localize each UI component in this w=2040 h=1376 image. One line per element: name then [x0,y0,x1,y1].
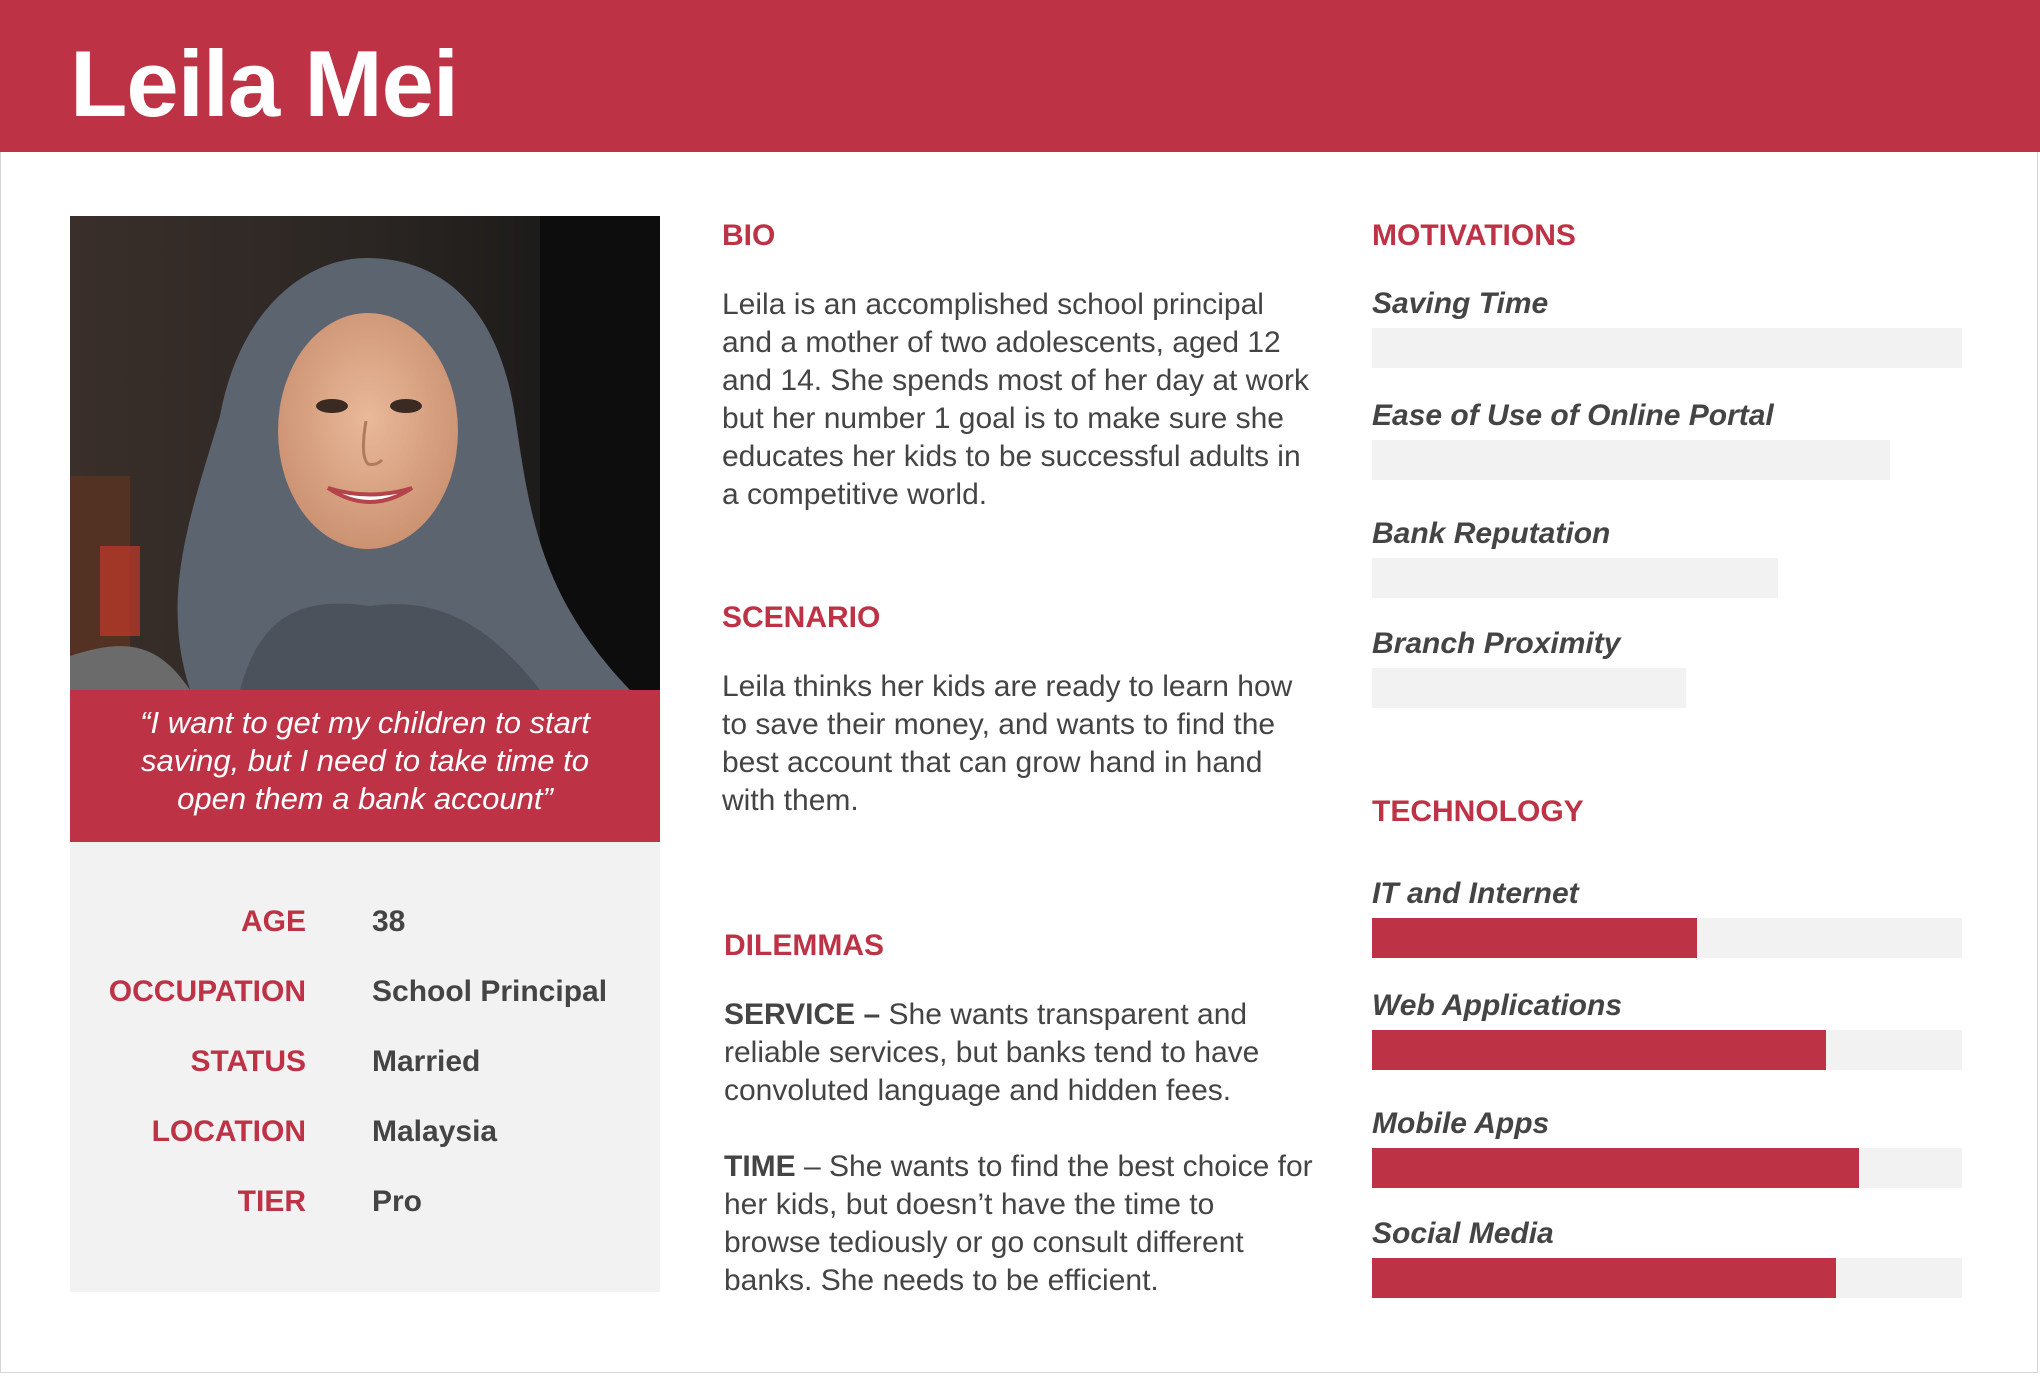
portrait-illustration [70,216,660,690]
fact-value: Pro [372,1185,423,1218]
fact-label: AGE [240,905,306,938]
technology-bar-social-media [1372,1258,1962,1298]
motivation-label: Branch Proximity [1372,627,1621,660]
fact-row-status [70,1042,660,1082]
dilemma-term: SERVICE – [724,998,881,1031]
dilemma-time [724,1148,1314,1300]
technology-bar-fill [1372,918,1697,958]
fact-label: TIER [237,1185,306,1218]
fact-row-age [70,902,660,942]
fact-label: STATUS [190,1045,306,1078]
fact-label: OCCUPATION [108,975,306,1008]
fact-value: Malaysia [372,1115,498,1148]
scenario-title: SCENARIO [722,601,881,634]
fact-row-occupation [70,972,660,1012]
technology-bar-fill [1372,1030,1826,1070]
dilemma-text: She wants transparent and reliable services, but banks tend to have convoluted language and hidden fees. [724,998,1260,1107]
bio-title: BIO [722,219,776,252]
scenario-text: Leila thinks her kids are ready to learn how to save their money, and wants to find the best account that can grow hand in hand with them. [722,670,1293,817]
motivations-title: MOTIVATIONS [1372,219,1576,252]
technology-label: Web Applications [1372,989,1623,1022]
dilemma-term: TIME [724,1150,796,1183]
motivation-bar-ease-of-use [1372,440,1890,480]
technology-bar-fill [1372,1258,1836,1298]
persona-quote: “I want to get my children to start saving, but I need to take time to open them a bank account” [70,690,660,842]
facts-panel [70,842,660,1292]
persona-photo [70,216,660,690]
technology-label: Mobile Apps [1372,1107,1550,1140]
motivation-bar-bank-reputation [1372,558,1778,598]
fact-row-tier [70,1182,660,1222]
technology-bar-web-applications [1372,1030,1962,1070]
fact-label: LOCATION [151,1115,306,1148]
motivation-label: Saving Time [1372,287,1549,320]
header-banner [0,0,2040,152]
technology-label: Social Media [1372,1217,1554,1250]
motivation-bar-branch-proximity [1372,668,1686,708]
bio-text: Leila is an accomplished school principal and a mother of two adolescents, aged 12 and 14. She spends most of her day at work but her number 1 goal is to make sure she educates her kids to be successful adults in a competitive world. [722,288,1310,511]
persona-name: Leila Mei [70,31,459,136]
motivation-bar-saving-time [1372,328,1962,368]
fact-value: 38 [372,905,406,938]
technology-title: TECHNOLOGY [1372,795,1584,828]
dilemma-service [724,996,1314,1110]
fact-row-location [70,1112,660,1152]
technology-bar-fill [1372,1148,1859,1188]
motivation-label: Ease of Use of Online Portal [1372,399,1774,432]
dilemmas-title: DILEMMAS [724,929,884,962]
technology-bar-mobile-apps [1372,1148,1962,1188]
motivation-label: Bank Reputation [1372,517,1611,550]
technology-label: IT and Internet [1372,877,1579,910]
technology-bar-it-internet [1372,918,1962,958]
fact-value: School Principal [372,975,608,1008]
fact-value: Married [372,1045,481,1078]
dilemma-text: – She wants to find the best choice for her kids, but doesn’t have the time to browse tediously or go consult different banks. She needs to be efficient. [724,1150,1313,1297]
